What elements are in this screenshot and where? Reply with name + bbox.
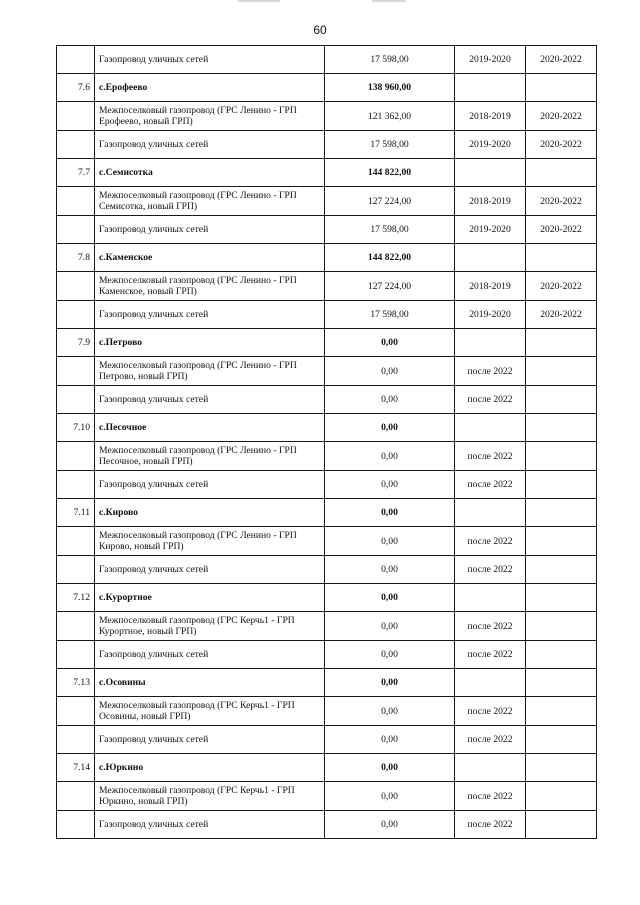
cost-amount-cell: 0,00 <box>325 471 455 499</box>
object-name-cell: с.Юркино <box>95 754 325 782</box>
construction-period-cell <box>526 811 597 839</box>
row-number-cell: 7.7 <box>57 159 95 187</box>
cost-amount-cell: 138 960,00 <box>325 74 455 102</box>
design-period-cell: после 2022 <box>455 442 526 471</box>
cost-amount-cell: 127 224,00 <box>325 187 455 216</box>
row-number-cell <box>57 357 95 386</box>
design-period-cell: после 2022 <box>455 697 526 726</box>
construction-period-cell <box>526 641 597 669</box>
table-row <box>57 131 597 159</box>
construction-period-cell: 2020-2022 <box>526 187 597 216</box>
cost-amount-cell: 0,00 <box>325 329 455 357</box>
row-number-cell: 7.10 <box>57 414 95 442</box>
table-row <box>57 782 597 811</box>
cost-amount-cell: 0,00 <box>325 669 455 697</box>
settlement-row <box>57 329 597 357</box>
row-number-cell: 7.9 <box>57 329 95 357</box>
row-number-cell <box>57 556 95 584</box>
object-name-cell: с.Кирово <box>95 499 325 527</box>
design-period-cell: после 2022 <box>455 641 526 669</box>
row-number-cell <box>57 187 95 216</box>
row-number-cell <box>57 102 95 131</box>
design-period-cell: после 2022 <box>455 556 526 584</box>
cost-amount-cell: 0,00 <box>325 386 455 414</box>
cost-amount-cell: 0,00 <box>325 697 455 726</box>
design-period-cell: после 2022 <box>455 726 526 754</box>
object-name-cell: с.Осовины <box>95 669 325 697</box>
object-name-cell: Межпоселковый газопровод (ГРС Ленино - ГРП Каменское, новый ГРП) <box>95 272 325 301</box>
design-period-cell: после 2022 <box>455 527 526 556</box>
design-period-cell: 2019-2020 <box>455 301 526 329</box>
design-period-cell: 2019-2020 <box>455 131 526 159</box>
row-number-cell <box>57 527 95 556</box>
design-period-cell <box>455 584 526 612</box>
object-name-cell: Межпоселковый газопровод (ГРС Керчь1 - ГРП Курортное, новый ГРП) <box>95 612 325 641</box>
table-row <box>57 612 597 641</box>
table-row <box>57 46 597 74</box>
construction-period-cell <box>526 782 597 811</box>
page-number: 60 <box>313 23 327 37</box>
design-period-cell <box>455 414 526 442</box>
object-name-cell: Газопровод уличных сетей <box>95 301 325 329</box>
table-body <box>57 46 597 839</box>
construction-period-cell: 2020-2022 <box>526 131 597 159</box>
row-number-cell <box>57 272 95 301</box>
cost-amount-cell: 0,00 <box>325 584 455 612</box>
cost-amount-cell: 0,00 <box>325 357 455 386</box>
settlement-row <box>57 244 597 272</box>
construction-period-cell: 2020-2022 <box>526 272 597 301</box>
design-period-cell <box>455 244 526 272</box>
cost-amount-cell: 0,00 <box>325 414 455 442</box>
row-number-cell <box>57 782 95 811</box>
design-period-cell <box>455 159 526 187</box>
object-name-cell: с.Каменское <box>95 244 325 272</box>
design-period-cell <box>455 499 526 527</box>
table-row <box>57 357 597 386</box>
table-row <box>57 102 597 131</box>
object-name-cell: Газопровод уличных сетей <box>95 131 325 159</box>
row-number-cell <box>57 216 95 244</box>
row-number-cell <box>57 641 95 669</box>
table-row <box>57 527 597 556</box>
object-name-cell: Межпоселковый газопровод (ГРС Ленино - ГРП Петрово, новый ГРП) <box>95 357 325 386</box>
scan-artifact <box>238 0 280 2</box>
row-number-cell <box>57 471 95 499</box>
design-period-cell <box>455 329 526 357</box>
row-number-cell: 7.14 <box>57 754 95 782</box>
construction-period-cell <box>526 357 597 386</box>
settlement-row <box>57 669 597 697</box>
object-name-cell: с.Петрово <box>95 329 325 357</box>
object-name-cell: Газопровод уличных сетей <box>95 556 325 584</box>
construction-period-cell: 2020-2022 <box>526 102 597 131</box>
row-number-cell: 7.6 <box>57 74 95 102</box>
table-row <box>57 471 597 499</box>
construction-period-cell <box>526 754 597 782</box>
design-period-cell: после 2022 <box>455 612 526 641</box>
construction-period-cell <box>526 612 597 641</box>
row-number-cell <box>57 301 95 329</box>
design-period-cell: 2019-2020 <box>455 46 526 74</box>
cost-amount-cell: 127 224,00 <box>325 272 455 301</box>
row-number-cell <box>57 726 95 754</box>
cost-amount-cell: 0,00 <box>325 527 455 556</box>
scan-artifact <box>372 0 406 2</box>
object-name-cell: Газопровод уличных сетей <box>95 46 325 74</box>
design-period-cell: 2018-2019 <box>455 187 526 216</box>
construction-period-cell <box>526 527 597 556</box>
object-name-cell: Газопровод уличных сетей <box>95 811 325 839</box>
design-period-cell: после 2022 <box>455 471 526 499</box>
cost-amount-cell: 144 822,00 <box>325 159 455 187</box>
cost-amount-cell: 17 598,00 <box>325 301 455 329</box>
table-row <box>57 811 597 839</box>
object-name-cell: с.Песочное <box>95 414 325 442</box>
cost-amount-cell: 17 598,00 <box>325 131 455 159</box>
table-row <box>57 187 597 216</box>
object-name-cell: Газопровод уличных сетей <box>95 471 325 499</box>
table-row <box>57 301 597 329</box>
design-period-cell: после 2022 <box>455 386 526 414</box>
construction-period-cell <box>526 74 597 102</box>
construction-period-cell <box>526 386 597 414</box>
object-name-cell: Межпоселковый газопровод (ГРС Ленино - ГРП Песочное, новый ГРП) <box>95 442 325 471</box>
cost-amount-cell: 144 822,00 <box>325 244 455 272</box>
row-number-cell: 7.13 <box>57 669 95 697</box>
design-period-cell <box>455 74 526 102</box>
object-name-cell: Межпоселковый газопровод (ГРС Керчь1 - ГРП Юркино, новый ГРП) <box>95 782 325 811</box>
row-number-cell <box>57 46 95 74</box>
table-row <box>57 272 597 301</box>
design-period-cell: 2018-2019 <box>455 102 526 131</box>
construction-period-cell <box>526 414 597 442</box>
object-name-cell: с.Семисотка <box>95 159 325 187</box>
cost-amount-cell: 17 598,00 <box>325 216 455 244</box>
row-number-cell <box>57 442 95 471</box>
object-name-cell: Газопровод уличных сетей <box>95 216 325 244</box>
row-number-cell: 7.8 <box>57 244 95 272</box>
design-period-cell: 2018-2019 <box>455 272 526 301</box>
design-period-cell <box>455 754 526 782</box>
cost-amount-cell: 0,00 <box>325 726 455 754</box>
design-period-cell <box>455 669 526 697</box>
object-name-cell: Газопровод уличных сетей <box>95 641 325 669</box>
design-period-cell: после 2022 <box>455 357 526 386</box>
object-name-cell: Газопровод уличных сетей <box>95 726 325 754</box>
construction-period-cell <box>526 159 597 187</box>
construction-period-cell <box>526 556 597 584</box>
table-row <box>57 216 597 244</box>
cost-amount-cell: 0,00 <box>325 811 455 839</box>
design-period-cell: после 2022 <box>455 811 526 839</box>
construction-period-cell <box>526 584 597 612</box>
construction-period-cell: 2020-2022 <box>526 301 597 329</box>
row-number-cell <box>57 612 95 641</box>
object-name-cell: Межпоселковый газопровод (ГРС Керчь1 - ГРП Осовины, новый ГРП) <box>95 697 325 726</box>
cost-amount-cell: 0,00 <box>325 556 455 584</box>
table-row <box>57 726 597 754</box>
construction-period-cell: 2020-2022 <box>526 46 597 74</box>
cost-amount-cell: 0,00 <box>325 499 455 527</box>
row-number-cell: 7.11 <box>57 499 95 527</box>
row-number-cell <box>57 386 95 414</box>
cost-amount-cell: 0,00 <box>325 782 455 811</box>
table-row <box>57 442 597 471</box>
object-name-cell: Межпоселковый газопровод (ГРС Ленино - ГРП Кирово, новый ГРП) <box>95 527 325 556</box>
table-row <box>57 641 597 669</box>
cost-amount-cell: 0,00 <box>325 641 455 669</box>
construction-period-cell <box>526 244 597 272</box>
cost-amount-cell: 0,00 <box>325 612 455 641</box>
construction-period-cell <box>526 442 597 471</box>
settlement-row <box>57 414 597 442</box>
object-name-cell: с.Ерофеево <box>95 74 325 102</box>
object-name-cell: Межпоселковый газопровод (ГРС Ленино - ГРП Семисотка, новый ГРП) <box>95 187 325 216</box>
settlement-row <box>57 754 597 782</box>
cost-amount-cell: 0,00 <box>325 754 455 782</box>
construction-period-cell <box>526 329 597 357</box>
row-number-cell: 7.12 <box>57 584 95 612</box>
construction-period-cell: 2020-2022 <box>526 216 597 244</box>
table-row <box>57 556 597 584</box>
construction-period-cell <box>526 726 597 754</box>
settlement-row <box>57 74 597 102</box>
construction-period-cell <box>526 471 597 499</box>
cost-amount-cell: 0,00 <box>325 442 455 471</box>
row-number-cell <box>57 697 95 726</box>
settlement-row <box>57 584 597 612</box>
row-number-cell <box>57 131 95 159</box>
settlement-row <box>57 159 597 187</box>
settlement-row <box>57 499 597 527</box>
gasification-table <box>56 45 597 839</box>
row-number-cell <box>57 811 95 839</box>
construction-period-cell <box>526 697 597 726</box>
cost-amount-cell: 121 362,00 <box>325 102 455 131</box>
table-row <box>57 386 597 414</box>
design-period-cell: 2019-2020 <box>455 216 526 244</box>
construction-period-cell <box>526 499 597 527</box>
object-name-cell: Газопровод уличных сетей <box>95 386 325 414</box>
object-name-cell: Межпоселковый газопровод (ГРС Ленино - ГРП Ерофеево, новый ГРП) <box>95 102 325 131</box>
table-row <box>57 697 597 726</box>
object-name-cell: с.Курортное <box>95 584 325 612</box>
cost-amount-cell: 17 598,00 <box>325 46 455 74</box>
construction-period-cell <box>526 669 597 697</box>
design-period-cell: после 2022 <box>455 782 526 811</box>
